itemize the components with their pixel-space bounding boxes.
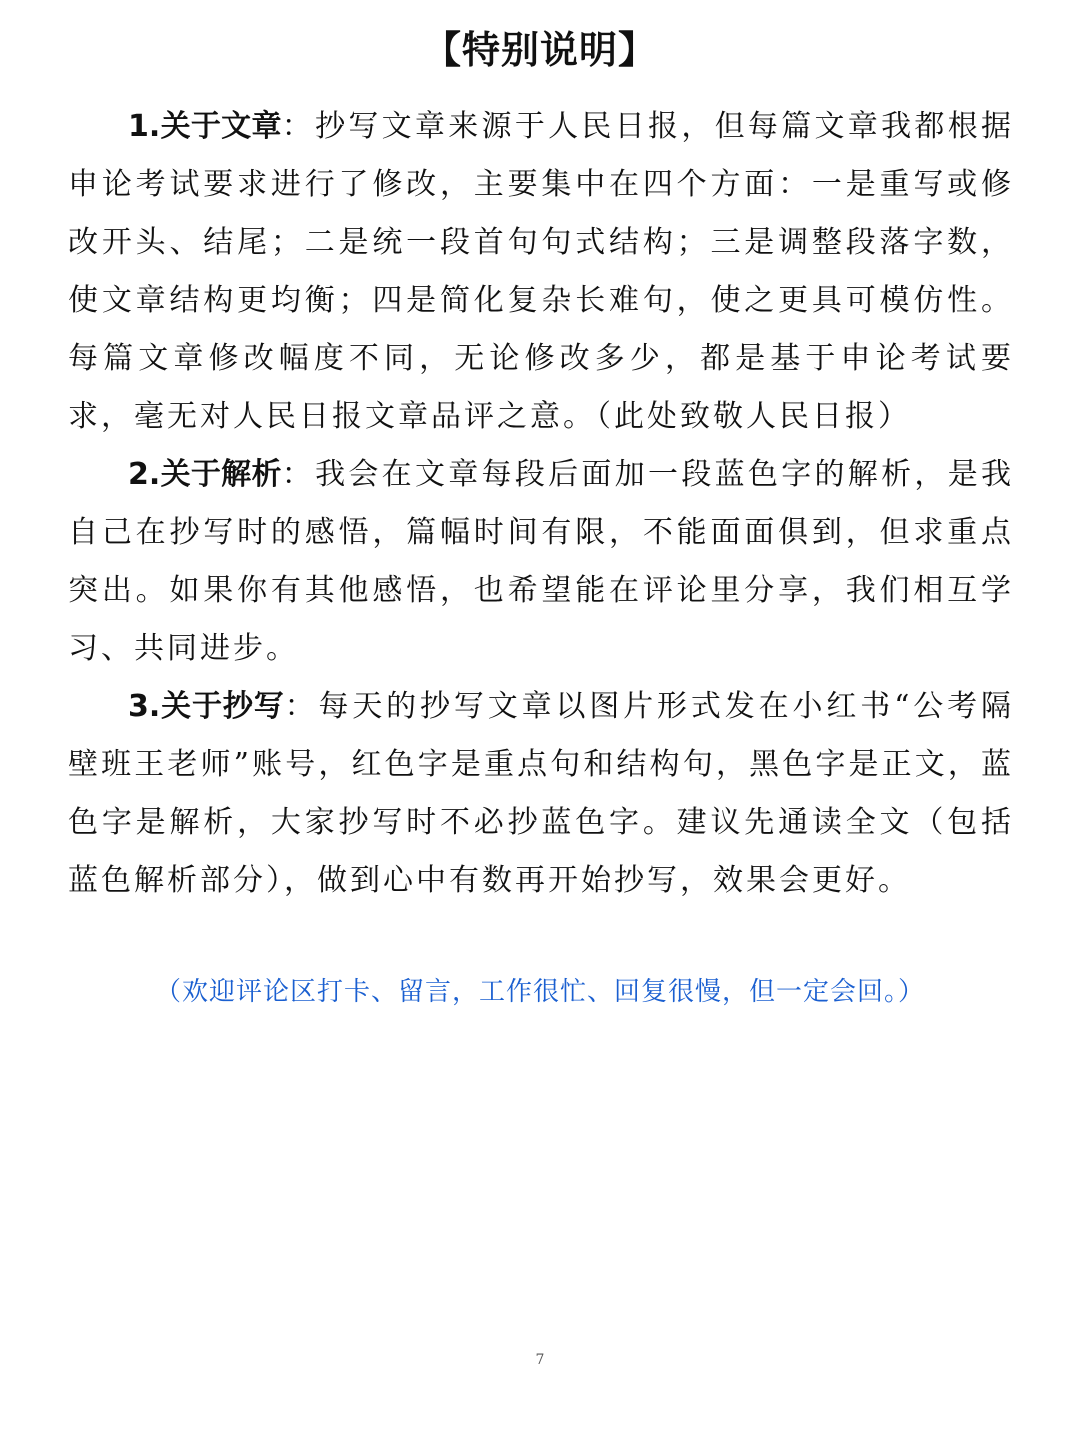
section-heading: 2.关于解析 <box>128 457 282 492</box>
section-text: 抄写文章来源于人民日报，但每篇文章我都根据申论考试要求进行了修改，主要集中在四个方面：一是重写或修改开头、结尾；二是统一段首句句式结构；三是调整段落字数，使文章结构更均衡；四是简化复杂长难句，使之更具可模仿性。每篇文章修改幅度不同，无论修改多少，都是基于申论考试要求，毫无对人民日报文章品评之意。（此处致敬人民日报） <box>68 109 1014 434</box>
comment-note: （欢迎评论区打卡、留言，工作很忙、回复很慢，但一定会回。） <box>154 977 925 1007</box>
section-text: 我会在文章每段后面加一段蓝色字的解析，是我自己在抄写时的感悟，篇幅时间有限，不能面面俱到，但求重点突出。如果你有其他感悟，也希望能在评论里分享，我们相互学习、共同进步。 <box>68 457 1014 666</box>
page-number: 7 <box>535 1352 545 1368</box>
section-colon: ： <box>284 689 319 724</box>
section-heading: 1.关于文章 <box>128 109 282 144</box>
section-colon: ： <box>281 109 316 144</box>
section-copying <box>68 678 1014 910</box>
section-colon: ： <box>281 457 316 492</box>
page-title: 【特别说明】 <box>422 28 657 72</box>
section-heading: 3.关于抄写 <box>128 689 285 724</box>
section-articles <box>68 98 1014 446</box>
section-text: 每天的抄写文章以图片形式发在小红书“公考隔壁班王老师”账号，红色字是重点句和结构句，黑色字是正文，蓝色字是解析，大家抄写时不必抄蓝色字。建议先通读全文（包括蓝色解析部分），做到心中有数再开始抄写，效果会更好。 <box>68 689 1015 898</box>
document-body <box>68 98 1014 910</box>
section-analysis <box>68 446 1014 678</box>
